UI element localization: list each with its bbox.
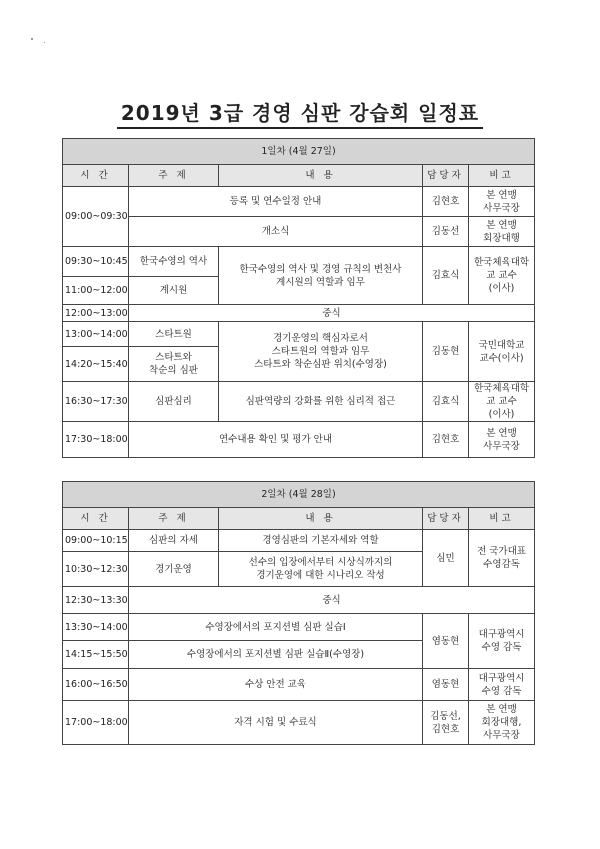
time-cell: 17:30~18:00 (63, 422, 129, 458)
content-cell: 수영장에서의 포지션별 심판 실습Ⅱ(수영장) (129, 641, 423, 669)
subject-cell: 계시원 (129, 277, 219, 305)
content-cell: 수영장에서의 포지션별 심판 실습Ⅰ (129, 614, 423, 641)
column-header-content: 내 용 (219, 508, 423, 530)
note-cell: 대구광역시 수영 감독 (469, 669, 535, 701)
note-cell: 한국체육대학 교 교수 (이사) (469, 382, 535, 422)
column-header-subject: 주 제 (129, 508, 219, 530)
column-header-person: 담당자 (423, 165, 469, 187)
day2-schedule-table (62, 481, 535, 745)
lunch-cell: 중식 (129, 305, 535, 322)
note-cell: 본 연맹 사무국장 (469, 187, 535, 217)
column-header-content: 내 용 (219, 165, 423, 187)
lunch-cell: 중식 (129, 587, 535, 614)
content-cell: 선수의 입장에서부터 시상식까지의 경기운영에 대한 시나리오 작성 (219, 552, 423, 587)
person-cell: 김현호 (423, 187, 469, 217)
note-cell: 대구광역시 수영 감독 (469, 614, 535, 669)
time-cell: 17:00~18:00 (63, 701, 129, 745)
time-cell: 16:00~16:50 (63, 669, 129, 701)
day2-heading: 2일차 (4월 28일) (63, 482, 535, 508)
subject-cell: 심판의 자세 (129, 530, 219, 552)
page-title: 2019년 3급 경영 심판 강습회 일정표 (0, 97, 600, 126)
content-cell: 연수내용 확인 및 평가 안내 (129, 422, 423, 458)
time-cell: 14:15~15:50 (63, 641, 129, 669)
note-cell: 본 연맹 회장대행, 사무국장 (469, 701, 535, 745)
time-cell: 09:00~10:15 (63, 530, 129, 552)
time-cell: 10:30~12:30 (63, 552, 129, 587)
time-cell: 12:30~13:30 (63, 587, 129, 614)
time-cell: 16:30~17:30 (63, 382, 129, 422)
subject-cell: 스타트와 착순의 심판 (129, 347, 219, 382)
day1-schedule-table (62, 138, 535, 458)
note-cell: 국민대학교 교수(이사) (469, 322, 535, 382)
column-header-note: 비고 (469, 508, 535, 530)
time-cell: 12:00~13:00 (63, 305, 129, 322)
subject-cell: 심판심리 (129, 382, 219, 422)
content-cell: 등록 및 연수일정 안내 (129, 187, 423, 217)
content-cell: 한국수영의 역사 및 경영 규칙의 변천사 계시원의 역할과 임무 (219, 247, 423, 305)
time-cell: 13:30~14:00 (63, 614, 129, 641)
content-cell: 경기운영의 핵심자로서 스타트원의 역할과 임무 스타트와 착순심판 위치(수영장) (219, 322, 423, 382)
time-cell: 09:30~10:45 (63, 247, 129, 277)
content-cell: 경영심판의 기본자세와 역할 (219, 530, 423, 552)
person-cell: 염동현 (423, 669, 469, 701)
content-cell: 수상 안전 교육 (129, 669, 423, 701)
subject-cell: 경기운영 (129, 552, 219, 587)
scan-speck (44, 42, 45, 43)
note-cell: 본 연맹 회장대행 (469, 217, 535, 247)
content-cell: 자격 시험 및 수료식 (129, 701, 423, 745)
time-cell: 13:00~14:00 (63, 322, 129, 347)
person-cell: 심민 (423, 530, 469, 587)
person-cell: 김현호 (423, 422, 469, 458)
column-header-time: 시 간 (63, 165, 129, 187)
note-cell: 본 연맹 사무국장 (469, 422, 535, 458)
person-cell: 김동선 (423, 217, 469, 247)
time-cell: 09:00~09:30 (63, 187, 129, 247)
content-cell: 심판역량의 강화를 위한 심리적 접근 (219, 382, 423, 422)
column-header-subject: 주 제 (129, 165, 219, 187)
content-cell: 개소식 (129, 217, 423, 247)
person-cell: 김효식 (423, 382, 469, 422)
time-cell: 11:00~12:00 (63, 277, 129, 305)
note-cell: 전 국가대표 수영감독 (469, 530, 535, 587)
day1-heading: 1일차 (4월 27일) (63, 139, 535, 165)
person-cell: 김동선, 김현호 (423, 701, 469, 745)
subject-cell: 한국수영의 역사 (129, 247, 219, 277)
time-cell: 14:20~15:40 (63, 347, 129, 382)
scan-speck (31, 38, 33, 40)
person-cell: 염동현 (423, 614, 469, 669)
person-cell: 김효식 (423, 247, 469, 305)
column-header-note: 비고 (469, 165, 535, 187)
note-cell: 한국체육대학 교 교수 (이사) (469, 247, 535, 305)
column-header-time: 시 간 (63, 508, 129, 530)
column-header-person: 담당자 (423, 508, 469, 530)
person-cell: 김동현 (423, 322, 469, 382)
subject-cell: 스타트원 (129, 322, 219, 347)
